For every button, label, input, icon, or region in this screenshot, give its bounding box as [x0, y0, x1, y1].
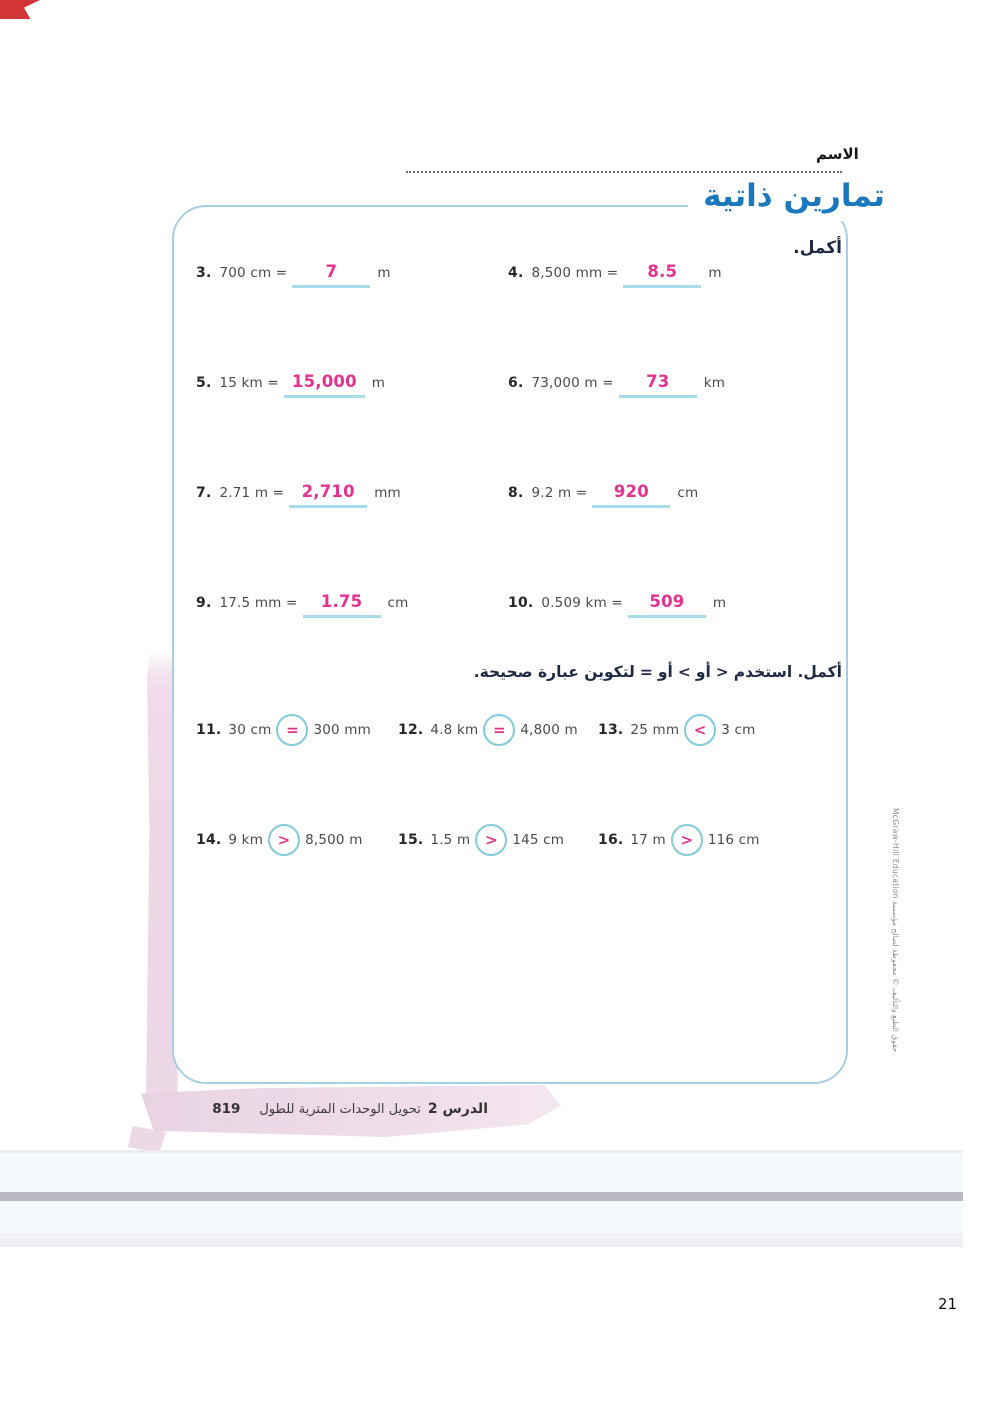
- instruction-text: أكمل. استخدم: [733, 663, 842, 681]
- answer-circle: >: [268, 824, 300, 856]
- lesson-page-ref: 819: [212, 1101, 241, 1117]
- problem-16: [598, 824, 760, 856]
- problem-number: 6.: [508, 375, 524, 391]
- lesson-label: الدرس 2: [427, 1101, 488, 1117]
- bottom-band-light: [0, 1153, 963, 1192]
- answer-blank: 73: [619, 374, 697, 398]
- answer-unit: m: [712, 595, 727, 611]
- instruction-complete: أكمل.: [793, 238, 842, 258]
- answer-unit: m: [708, 265, 722, 281]
- answer-unit: cm: [677, 485, 699, 501]
- instruction-text: أو: [657, 663, 673, 681]
- problem-15: [398, 824, 564, 856]
- problem-expression: 8,500 mm =: [531, 265, 619, 281]
- answer-blank: 15,000: [284, 374, 365, 398]
- equals-symbol: =: [639, 663, 653, 681]
- comparison-row: [196, 824, 876, 858]
- problem-6: [508, 374, 725, 398]
- name-fill-line: [406, 155, 842, 173]
- footer-lesson-line: [158, 1101, 488, 1117]
- problem-number: 10.: [508, 595, 534, 611]
- bottom-band-shaded: [0, 1233, 963, 1247]
- problem-number: 9.: [196, 595, 212, 611]
- problem-7: [196, 484, 401, 508]
- left-value: 30 cm: [228, 722, 272, 738]
- problem-13: [598, 714, 755, 746]
- problem-9: [196, 594, 409, 618]
- problem-expression: 0.509 km =: [541, 595, 623, 611]
- left-value: 25 mm: [630, 722, 680, 738]
- problem-expression: 73,000 m =: [531, 375, 614, 391]
- problem-expression: 17.5 mm =: [219, 595, 298, 611]
- problem-4: [508, 264, 722, 288]
- problem-12: [398, 714, 578, 746]
- problem-number: 3.: [196, 265, 212, 281]
- problem-number: 5.: [196, 375, 212, 391]
- copyright-text: حقوق الطبع والتأليف © محفوظة لصالح مؤسسة McGraw-Hill Education: [891, 808, 900, 1053]
- problem-number: 7.: [196, 485, 212, 501]
- instruction-text: أو: [695, 663, 711, 681]
- answer-circle: =: [483, 714, 515, 746]
- bottom-band-light-2: [0, 1201, 963, 1233]
- left-value: 1.5 m: [430, 832, 471, 848]
- problem-10: [508, 594, 726, 618]
- lesson-title: تحويل الوحدات المترية للطول: [259, 1102, 421, 1117]
- answer-circle: >: [671, 824, 703, 856]
- answer-circle: <: [684, 714, 716, 746]
- conversion-row: [196, 484, 856, 518]
- left-value: 17 m: [630, 832, 666, 848]
- answer-blank: 8.5: [623, 264, 701, 288]
- answer-circle: >: [475, 824, 507, 856]
- instruction-text: لتكوين عبارة صحيحة.: [473, 663, 635, 681]
- page-number: 21: [938, 1295, 958, 1313]
- problem-number: 13.: [598, 722, 624, 738]
- problem-8: [508, 484, 698, 508]
- problem-number: 11.: [196, 722, 222, 738]
- right-value: 145 cm: [512, 832, 565, 848]
- left-value: 4.8 km: [430, 722, 479, 738]
- problem-number: 14.: [196, 832, 222, 848]
- answer-blank: 920: [592, 484, 670, 508]
- answer-unit: km: [703, 375, 726, 391]
- problem-number: 4.: [508, 265, 524, 281]
- answer-blank: 7: [292, 264, 370, 288]
- problem-number: 8.: [508, 485, 524, 501]
- problem-5: [196, 374, 385, 398]
- left-value: 9 km: [228, 832, 264, 848]
- answer-blank: 2,710: [289, 484, 367, 508]
- worksheet-title: تمارين ذاتية: [688, 177, 900, 221]
- answer-unit: m: [371, 375, 386, 391]
- problem-11: [196, 714, 371, 746]
- answer-blank: 509: [628, 594, 706, 618]
- answer-unit: cm: [387, 595, 409, 611]
- right-value: 8,500 m: [305, 832, 363, 848]
- problem-expression: 2.71 m =: [219, 485, 285, 501]
- right-value: 3 cm: [721, 722, 756, 738]
- answer-unit: m: [377, 265, 391, 281]
- greater-than-symbol: >: [715, 663, 729, 681]
- problem-expression: 15 km =: [219, 375, 279, 391]
- answer-unit: mm: [374, 485, 401, 501]
- problem-expression: 9.2 m =: [531, 485, 588, 501]
- worksheet-box: [172, 205, 848, 1084]
- right-value: 300 mm: [313, 722, 372, 738]
- right-value: 116 cm: [707, 832, 760, 848]
- problem-number: 15.: [398, 832, 424, 848]
- less-than-symbol: <: [677, 663, 691, 681]
- conversion-row: [196, 594, 856, 628]
- problem-expression: 700 cm =: [219, 265, 288, 281]
- problem-number: 12.: [398, 722, 424, 738]
- comparison-row: [196, 714, 876, 748]
- answer-blank: 1.75: [303, 594, 381, 618]
- right-value: 4,800 m: [520, 722, 578, 738]
- problem-3: [196, 264, 391, 288]
- problem-14: [196, 824, 363, 856]
- instruction-compare: [474, 663, 842, 681]
- bottom-band-gray: [0, 1192, 963, 1201]
- conversion-row: [196, 264, 856, 298]
- name-label: الاسم: [816, 145, 859, 163]
- problem-number: 16.: [598, 832, 624, 848]
- answer-circle: =: [276, 714, 308, 746]
- conversion-row: [196, 374, 856, 408]
- red-corner-mark: [0, 0, 40, 19]
